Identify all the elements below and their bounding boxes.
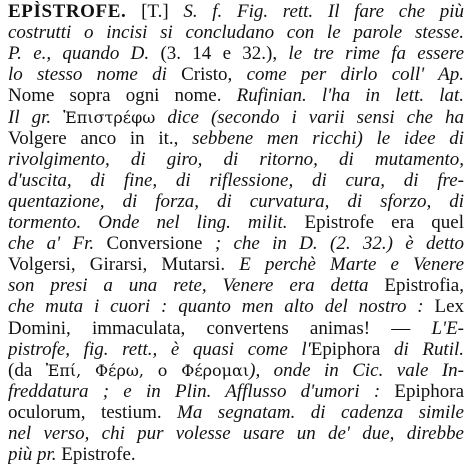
entry-line-4 xyxy=(8,64,464,85)
entry-text: lo stesso nome di xyxy=(8,64,167,86)
entry-text: E perchè Marte e Venere xyxy=(239,254,464,276)
entry-text: freddatura ; e in Plin. Afflusso d'umori : xyxy=(8,380,381,402)
greek-word: Ἐπιστρέφω xyxy=(63,107,156,127)
entry-line-16 xyxy=(8,318,464,339)
entry-text: Ma segnatam. di cadenza simile xyxy=(177,401,464,423)
entry-text: nel verso, chi pur volesse usare un de' due, direbbe xyxy=(8,423,464,444)
entry-line-20 xyxy=(8,402,464,423)
entry-line-13 xyxy=(8,254,464,275)
entry-line-2 xyxy=(8,22,464,43)
quoted-word: Conversione xyxy=(106,233,203,255)
entry-text: pistrofe, fig. rett., è quasi come l' xyxy=(8,338,311,360)
quotation: Epiphora xyxy=(394,380,464,402)
entry-text: ; che in D. (2. 32.) è detto xyxy=(214,233,464,255)
quotation: oculorum, testium. xyxy=(8,401,162,423)
source-tag: [T.] xyxy=(141,1,169,22)
entry-line-15 xyxy=(8,296,464,317)
entry-line-14 xyxy=(8,275,464,296)
quotation: Nome sopra ogni nome. xyxy=(8,85,222,107)
entry-text: rivolgimento, di giro, di ritorno, di mutamento, xyxy=(8,148,464,170)
entry-text: d'uscita, di fine, di riflessione, di cura, di fre- xyxy=(8,169,464,191)
entry-text: quentazione, di forza, di curvatura, di sforzo, di xyxy=(8,190,464,212)
entry-text: costrutti o incisi si concludano con le parole stesse. xyxy=(8,22,464,44)
entry-text: che a' Fr. xyxy=(8,233,95,255)
entry-line-19 xyxy=(8,381,464,402)
entry-line-12 xyxy=(8,233,464,254)
entry-line-5 xyxy=(8,85,464,106)
entry-line-7 xyxy=(8,128,464,149)
entry-text: P. e., quando D. xyxy=(8,43,150,65)
quoted-word: Epiphora xyxy=(310,338,381,360)
headword: EPÌSTROFE. xyxy=(8,1,127,22)
entry-line-8 xyxy=(8,149,464,170)
quoted-word: Volgere anco in it., xyxy=(8,127,179,149)
entry-line-9 xyxy=(8,170,464,191)
entry-line-3 xyxy=(8,43,464,64)
entry-text: come per dirlo coll' Ap. xyxy=(246,64,464,86)
quoted-word: Cristo, xyxy=(181,64,233,86)
entry-text: più pr. xyxy=(8,444,57,466)
entry-text: sebbene men ricchi) le idee di xyxy=(192,127,464,149)
quoted-word: Epistrofe. xyxy=(61,444,136,466)
quoted-word: Volgersi, Girarsi, Mutarsi. xyxy=(8,254,226,276)
entry-line-22 xyxy=(8,444,464,465)
entry-line-11 xyxy=(8,212,464,233)
entry-line-21 xyxy=(8,423,464,444)
entry-text: ), onde in Cic. vale In- xyxy=(249,359,464,381)
entry-text: Rufinian. l'ha in lett. lat. xyxy=(236,85,464,107)
quotation: Lex xyxy=(434,296,464,318)
quoted-word: Epistrofe era quel xyxy=(304,212,464,233)
entry-line-10 xyxy=(8,191,464,212)
quoted-word: Epistrofia, xyxy=(384,275,464,297)
entry-text: (da xyxy=(8,359,33,381)
greek-word: Ἐπί, Φέρω, ο Φέρομαι xyxy=(45,360,250,380)
entry-text: dice (secondo i varii sensi che ha xyxy=(167,106,464,128)
entry-text: son presi a una rete, Venere era detta xyxy=(8,275,369,297)
entry-text: di Rutil. xyxy=(393,338,464,360)
entry-line-17 xyxy=(8,339,464,360)
entry-text: S. f. Fig. rett. Il fare che più xyxy=(183,1,464,22)
entry-line-6 xyxy=(8,107,464,128)
entry-text: L'E- xyxy=(431,317,464,339)
entry-text: le tre rime fa essere xyxy=(288,43,464,65)
entry-text: che muta i cuori : quanto men alto del nostro : xyxy=(8,296,424,318)
citation: (3. 14 e 32.), xyxy=(160,43,278,65)
entry-text: Il gr. xyxy=(8,106,52,128)
entry-line-1 xyxy=(8,1,464,22)
quotation: Domini, immaculata, convertens animas! — xyxy=(8,317,411,339)
entry-text: tormento. Onde nel ling. milit. xyxy=(8,212,288,233)
entry-line-18 xyxy=(8,360,464,381)
